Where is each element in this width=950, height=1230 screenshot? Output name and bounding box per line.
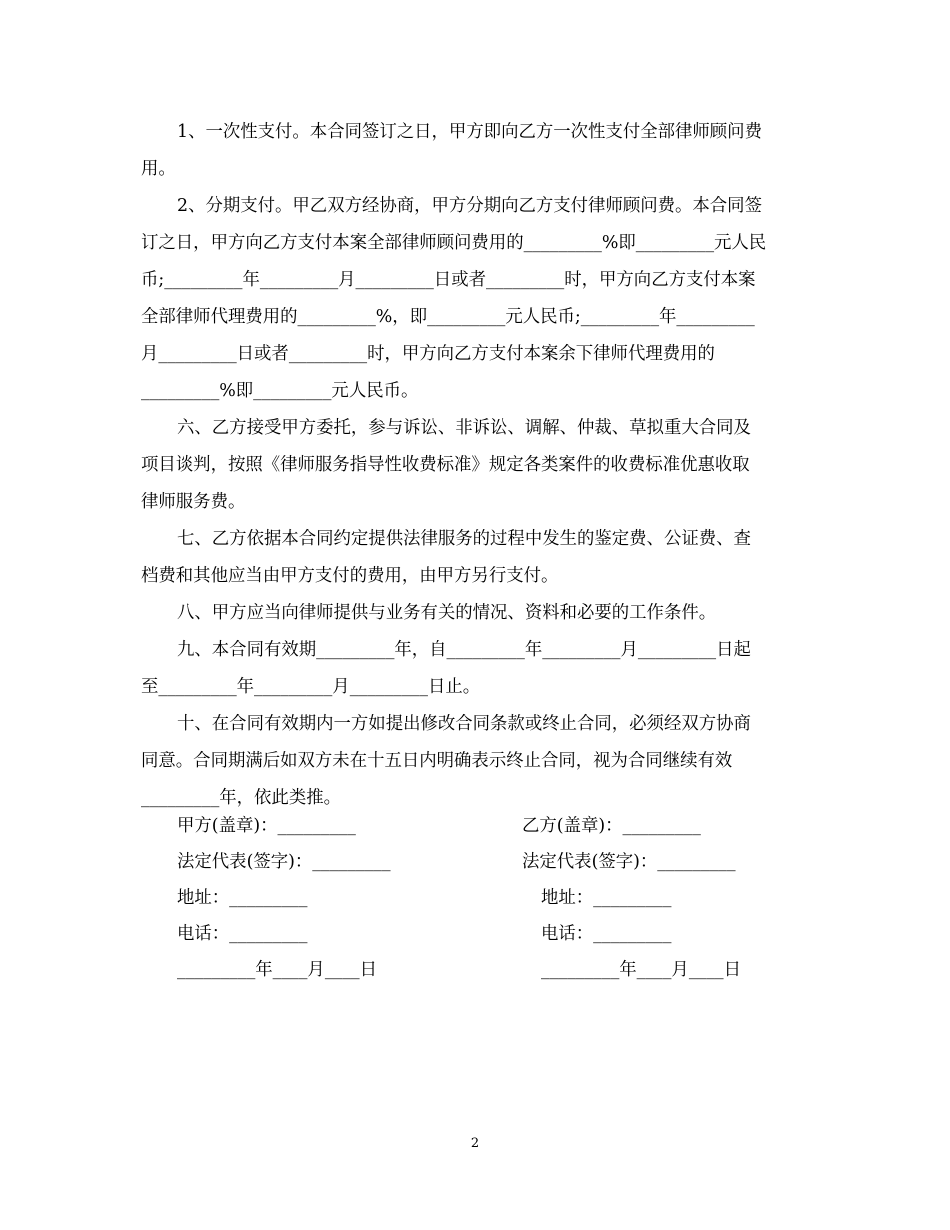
signature-row-seal — [0, 808, 950, 844]
paragraph-line: 七、乙方依据本合同约定提供法律服务的过程中发生的鉴定费、公证费、查 — [177, 529, 751, 549]
party-a-representative: 法定代表(签字)：_________ — [177, 852, 391, 872]
paragraph-line: 至_________年_________月_________日止。 — [141, 677, 481, 697]
paragraph-line: 九、本合同有效期_________年，自_________年_________月_________日起 — [177, 640, 751, 660]
signature-row-phone — [0, 916, 950, 952]
party-b-date: _________年____月____日 — [541, 960, 741, 980]
signature-row-representative — [0, 844, 950, 880]
party-b-representative: 法定代表(签字)：_________ — [522, 852, 736, 872]
paragraph-line: 月_________日或者_________时，甲方向乙方支付本案余下律师代理费用的 — [141, 344, 715, 364]
paragraph-line: 八、甲方应当向律师提供与业务有关的情况、资料和必要的工作条件。 — [177, 603, 717, 623]
paragraph-line: 全部律师代理费用的_________%，即_________元人民币;_________年_________ — [141, 307, 755, 327]
contract-body — [141, 114, 803, 817]
party-b-phone: 电话：_________ — [541, 924, 672, 944]
party-b-address: 地址：_________ — [541, 888, 672, 908]
paragraph-line: 档费和其他应当由甲方支付的费用，由甲方另行支付。 — [141, 566, 559, 586]
signature-block — [0, 808, 950, 988]
signature-row-address — [0, 880, 950, 916]
paragraph-line: 律师服务费。 — [141, 492, 246, 512]
paragraph-line: _________年，依此类推。 — [141, 788, 341, 808]
party-a-phone: 电话：_________ — [177, 924, 308, 944]
paragraph-line: 六、乙方接受甲方委托，参与诉讼、非诉讼、调解、仲裁、草拟重大合同及 — [177, 418, 751, 438]
paragraph-line: 同意。合同期满后如双方未在十五日内明确表示终止合同，视为合同继续有效 — [141, 751, 733, 771]
paragraph-line: 十、在合同有效期内一方如提出修改合同条款或终止合同，必须经双方协商 — [177, 714, 751, 734]
paragraph-line: 用。 — [141, 159, 176, 179]
signature-row-date — [0, 952, 950, 988]
paragraph-line: 1、一次性支付。本合同签订之日，甲方即向乙方一次性支付全部律师顾问费 — [177, 122, 762, 142]
party-a-date: _________年____月____日 — [177, 960, 377, 980]
paragraph-line: _________%即_________元人民币。 — [141, 381, 419, 401]
paragraph-line: 2、分期支付。甲乙双方经协商，甲方分期向乙方支付律师顾问费。本合同签 — [177, 196, 762, 216]
paragraph-line: 项目谈判，按照《律师服务指导性收费标准》规定各类案件的收费标准优惠收取 — [141, 455, 750, 475]
party-a-address: 地址：_________ — [177, 888, 308, 908]
party-b-seal: 乙方(盖章)：_________ — [522, 816, 701, 836]
paragraph-line: 订之日，甲方向乙方支付本案全部律师顾问费用的_________%即_________元人民 — [141, 233, 767, 253]
paragraph-line: 币;_________年_________月_________日或者_________时，甲方向乙方支付本案 — [141, 270, 756, 290]
page-number: 2 — [470, 1136, 480, 1151]
party-a-seal: 甲方(盖章)：_________ — [177, 816, 356, 836]
